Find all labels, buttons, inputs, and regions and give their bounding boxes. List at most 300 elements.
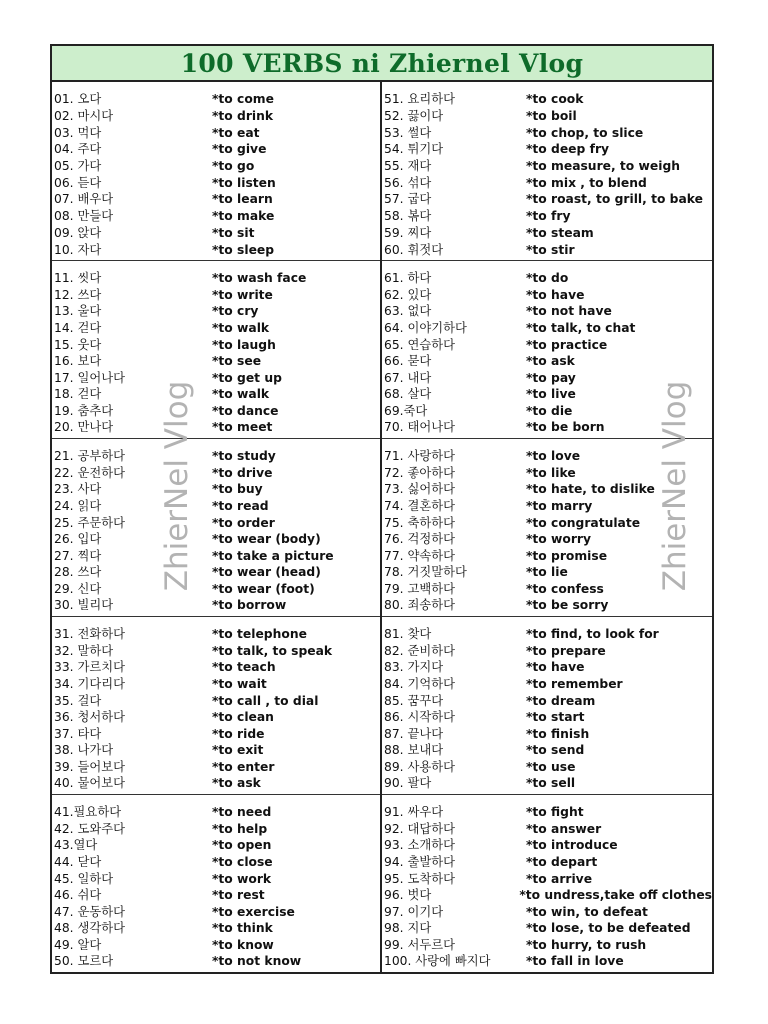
- verb-row: [52, 141, 380, 158]
- korean-verb: 75. 축하하다: [384, 515, 455, 530]
- english-meaning: *to practice: [526, 337, 608, 352]
- english-meaning: *to help: [212, 821, 268, 836]
- korean-verb: 44. 닫다: [54, 854, 102, 869]
- korean-verb: 72. 좋아하다: [384, 465, 455, 480]
- korean-verb: 12. 쓰다: [54, 287, 102, 302]
- verb-row: [52, 481, 380, 498]
- verb-row: [382, 692, 712, 709]
- english-meaning: *to find, to look for: [526, 627, 659, 642]
- english-meaning: *to prepare: [526, 643, 606, 658]
- korean-verb: 07. 배우다: [54, 192, 114, 207]
- english-meaning: *to rest: [212, 888, 265, 903]
- verb-row: [52, 91, 380, 108]
- english-meaning: *to meet: [212, 420, 273, 435]
- english-meaning: *to need: [212, 805, 272, 820]
- verb-row: [52, 419, 380, 436]
- korean-verb: 77. 약속하다: [384, 548, 455, 563]
- verb-row: [382, 548, 712, 565]
- korean-verb: 71. 사랑하다: [384, 449, 455, 464]
- verb-row: [52, 709, 380, 726]
- korean-verb: 45. 일하다: [54, 871, 114, 886]
- english-meaning: *to teach: [212, 660, 276, 675]
- verb-row: [382, 643, 712, 660]
- english-meaning: *to order: [212, 515, 275, 530]
- korean-verb: 50. 모르다: [54, 954, 114, 969]
- korean-verb: 16. 보다: [54, 354, 102, 369]
- korean-verb: 28. 쓰다: [54, 565, 102, 580]
- korean-verb: 89. 사용하다: [384, 759, 455, 774]
- korean-verb: 27. 찍다: [54, 548, 102, 563]
- korean-verb: 90. 팔다: [384, 776, 432, 791]
- korean-verb: 23. 사다: [54, 482, 102, 497]
- verb-row: [382, 887, 712, 904]
- verb-sheet: [50, 44, 714, 974]
- english-meaning: *to ask: [526, 354, 575, 369]
- english-meaning: *to wash face: [212, 271, 307, 286]
- english-meaning: *to drive: [212, 465, 273, 480]
- korean-verb: 20. 만나다: [54, 420, 114, 435]
- english-meaning: *to stir: [526, 242, 575, 257]
- verb-row: [382, 320, 712, 337]
- english-meaning: *to dance: [212, 403, 279, 418]
- verb-row: [52, 887, 380, 904]
- verb-row: [382, 287, 712, 304]
- english-meaning: *to exit: [212, 743, 264, 758]
- english-meaning: *to have: [526, 287, 585, 302]
- korean-verb: 10. 자다: [54, 242, 102, 257]
- verb-row: [52, 270, 380, 287]
- english-meaning: *to deep fry: [526, 142, 610, 157]
- english-meaning: *to wait: [212, 676, 267, 691]
- verb-row: [52, 742, 380, 759]
- korean-verb: 56. 섞다: [384, 175, 432, 190]
- english-meaning: *to roast, to grill, to bake: [526, 192, 703, 207]
- korean-verb: 74. 결혼하다: [384, 498, 455, 513]
- verb-row: [382, 775, 712, 792]
- korean-verb: 93. 소개하다: [384, 838, 455, 853]
- english-meaning: *to fry: [526, 209, 571, 224]
- title-bar: [52, 46, 712, 82]
- english-meaning: *to give: [212, 142, 267, 157]
- korean-verb: 73. 싫어하다: [384, 482, 455, 497]
- english-meaning: *to lie: [526, 565, 568, 580]
- verb-row: [52, 904, 380, 921]
- english-meaning: *to cry: [212, 304, 259, 319]
- korean-verb: 52. 끓이다: [384, 108, 444, 123]
- verb-row: [52, 564, 380, 581]
- english-meaning: *to confess: [526, 581, 604, 596]
- verb-row: [52, 465, 380, 482]
- page-title: 100 VERBS ni Zhiernel Vlog: [180, 48, 584, 78]
- verb-row: [52, 775, 380, 792]
- korean-verb: 95. 도착하다: [384, 871, 455, 886]
- verb-row: [382, 336, 712, 353]
- korean-verb: 32. 말하다: [54, 643, 114, 658]
- korean-verb: 26. 입다: [54, 532, 102, 547]
- verb-row: [52, 854, 380, 871]
- english-meaning: *to sit: [212, 225, 255, 240]
- english-meaning: *to cook: [526, 92, 584, 107]
- verb-row: [382, 759, 712, 776]
- verb-group: [382, 260, 712, 438]
- english-meaning: *to mix , to blend: [526, 175, 647, 190]
- verb-row: [52, 726, 380, 743]
- korean-verb: 13. 울다: [54, 304, 102, 319]
- verb-row: [382, 597, 712, 614]
- watermark-right: ZhierNel Vlog: [657, 380, 693, 592]
- verb-row: [382, 709, 712, 726]
- verb-row: [52, 225, 380, 242]
- english-meaning: *to love: [526, 449, 581, 464]
- english-meaning: *to enter: [212, 759, 275, 774]
- english-meaning: *to close: [212, 854, 273, 869]
- korean-verb: 40. 물어보다: [54, 776, 125, 791]
- english-meaning: *to study: [212, 449, 276, 464]
- english-meaning: *to make: [212, 209, 275, 224]
- english-meaning: *to depart: [526, 854, 598, 869]
- verb-row: [382, 531, 712, 548]
- verb-row: [382, 514, 712, 531]
- english-meaning: *to lose, to be defeated: [526, 921, 691, 936]
- english-meaning: *to telephone: [212, 627, 307, 642]
- korean-verb: 99. 서두르다: [384, 937, 455, 952]
- verb-row: [382, 225, 712, 242]
- verb-column-left: [52, 82, 382, 972]
- verb-row: [382, 465, 712, 482]
- korean-verb: 88. 보내다: [384, 743, 444, 758]
- verb-group: [52, 616, 380, 794]
- english-meaning: *to die: [526, 403, 573, 418]
- english-meaning: *to arrive: [526, 871, 593, 886]
- english-meaning: *to work: [212, 871, 272, 886]
- verb-row: [52, 108, 380, 125]
- verb-row: [52, 531, 380, 548]
- korean-verb: 58. 볶다: [384, 209, 432, 224]
- verb-row: [382, 141, 712, 158]
- korean-verb: 86. 시작하다: [384, 710, 455, 725]
- watermark-left: ZhierNel Vlog: [159, 380, 195, 592]
- verb-row: [382, 953, 712, 970]
- korean-verb: 14. 걷다: [54, 320, 102, 335]
- verb-row: [382, 726, 712, 743]
- verb-group: [52, 438, 380, 616]
- korean-verb: 100. 사랑에 빠지다: [384, 954, 491, 969]
- verb-row: [382, 854, 712, 871]
- korean-verb: 18. 걷다: [54, 387, 102, 402]
- korean-verb: 11. 씻다: [54, 271, 102, 286]
- korean-verb: 41.필요하다: [54, 805, 122, 820]
- verb-row: [52, 937, 380, 954]
- korean-verb: 51. 요리하다: [384, 92, 455, 107]
- english-meaning: *to eat: [212, 125, 260, 140]
- korean-verb: 92. 대답하다: [384, 821, 455, 836]
- korean-verb: 43.열다: [54, 838, 98, 853]
- verb-row: [52, 920, 380, 937]
- verb-row: [52, 659, 380, 676]
- verb-row: [382, 742, 712, 759]
- korean-verb: 84. 기억하다: [384, 676, 455, 691]
- korean-verb: 03. 먹다: [54, 125, 102, 140]
- korean-verb: 48. 생각하다: [54, 921, 125, 936]
- english-meaning: *to have: [526, 660, 585, 675]
- korean-verb: 49. 알다: [54, 937, 102, 952]
- english-meaning: *to finish: [526, 726, 590, 741]
- english-meaning: *to promise: [526, 548, 608, 563]
- english-meaning: *to sleep: [212, 242, 275, 257]
- verb-row: [382, 564, 712, 581]
- korean-verb: 01. 오다: [54, 92, 102, 107]
- korean-verb: 98. 지다: [384, 921, 432, 936]
- english-meaning: *to wear (body): [212, 532, 321, 547]
- korean-verb: 64. 이야기하다: [384, 320, 467, 335]
- korean-verb: 94. 출발하다: [384, 854, 455, 869]
- verb-row: [52, 124, 380, 141]
- english-meaning: *to pay: [526, 370, 576, 385]
- korean-verb: 02. 마시다: [54, 108, 114, 123]
- verb-row: [382, 175, 712, 192]
- english-meaning: *to ask: [212, 776, 261, 791]
- verb-row: [52, 837, 380, 854]
- english-meaning: *to talk, to chat: [526, 320, 636, 335]
- verb-row: [52, 953, 380, 970]
- korean-verb: 82. 준비하다: [384, 643, 455, 658]
- korean-verb: 68. 살다: [384, 387, 432, 402]
- english-meaning: *to walk: [212, 320, 270, 335]
- english-meaning: *to do: [526, 271, 569, 286]
- korean-verb: 42. 도와주다: [54, 821, 125, 836]
- verb-row: [52, 303, 380, 320]
- verb-row: [382, 158, 712, 175]
- korean-verb: 66. 묻다: [384, 354, 432, 369]
- korean-verb: 46. 쉬다: [54, 888, 102, 903]
- verb-group: [382, 794, 712, 972]
- verb-row: [52, 626, 380, 643]
- verb-row: [52, 643, 380, 660]
- verb-group: [382, 82, 712, 260]
- korean-verb: 91. 싸우다: [384, 805, 444, 820]
- english-meaning: *to steam: [526, 225, 594, 240]
- verb-group: [52, 260, 380, 438]
- korean-verb: 33. 가르치다: [54, 660, 125, 675]
- verb-row: [382, 108, 712, 125]
- verb-row: [52, 336, 380, 353]
- verb-row: [52, 403, 380, 420]
- english-meaning: *to wear (foot): [212, 581, 315, 596]
- english-meaning: *to listen: [212, 175, 276, 190]
- verb-row: [52, 870, 380, 887]
- korean-verb: 29. 신다: [54, 581, 102, 596]
- english-meaning: *to answer: [526, 821, 602, 836]
- korean-verb: 04. 주다: [54, 142, 102, 157]
- korean-verb: 57. 굽다: [384, 192, 432, 207]
- english-meaning: *to borrow: [212, 598, 287, 613]
- english-meaning: *to walk: [212, 387, 270, 402]
- english-meaning: *to live: [526, 387, 576, 402]
- verb-row: [382, 481, 712, 498]
- korean-verb: 81. 찾다: [384, 627, 432, 642]
- english-meaning: *to introduce: [526, 838, 618, 853]
- english-meaning: *to like: [526, 465, 576, 480]
- korean-verb: 19. 춤추다: [54, 403, 114, 418]
- english-meaning: *to fight: [526, 805, 584, 820]
- korean-verb: 31. 전화하다: [54, 627, 125, 642]
- verb-row: [52, 597, 380, 614]
- verb-group: [382, 616, 712, 794]
- korean-verb: 60. 휘젓다: [384, 242, 444, 257]
- verb-row: [52, 241, 380, 258]
- verb-row: [382, 920, 712, 937]
- verb-row: [52, 759, 380, 776]
- english-meaning: *to start: [526, 710, 585, 725]
- english-meaning: *to not know: [212, 954, 302, 969]
- verb-columns: [52, 82, 712, 972]
- korean-verb: 39. 들어보다: [54, 759, 125, 774]
- korean-verb: 17. 일어나다: [54, 370, 125, 385]
- verb-row: [382, 804, 712, 821]
- verb-row: [52, 287, 380, 304]
- korean-verb: 06. 듣다: [54, 175, 102, 190]
- verb-column-right: [382, 82, 712, 972]
- verb-row: [52, 581, 380, 598]
- verb-row: [52, 514, 380, 531]
- english-meaning: *to go: [212, 159, 255, 174]
- verb-row: [382, 581, 712, 598]
- english-meaning: *to laugh: [212, 337, 276, 352]
- verb-row: [52, 448, 380, 465]
- korean-verb: 24. 읽다: [54, 498, 102, 513]
- verb-row: [52, 353, 380, 370]
- verb-row: [52, 386, 380, 403]
- english-meaning: *to call , to dial: [212, 693, 319, 708]
- korean-verb: 78. 거짓말하다: [384, 565, 467, 580]
- english-meaning: *to marry: [526, 498, 593, 513]
- english-meaning: *to congratulate: [526, 515, 641, 530]
- verb-row: [382, 403, 712, 420]
- english-meaning: *to know: [212, 937, 274, 952]
- verb-row: [382, 191, 712, 208]
- english-meaning: *to take a picture: [212, 548, 334, 563]
- verb-row: [382, 937, 712, 954]
- english-meaning: *to drink: [212, 108, 274, 123]
- verb-row: [382, 626, 712, 643]
- verb-row: [52, 208, 380, 225]
- korean-verb: 55. 재다: [384, 159, 432, 174]
- korean-verb: 21. 공부하다: [54, 449, 125, 464]
- verb-group: [52, 82, 380, 260]
- korean-verb: 67. 내다: [384, 370, 432, 385]
- english-meaning: *to be born: [526, 420, 605, 435]
- korean-verb: 05. 가다: [54, 159, 102, 174]
- verb-row: [382, 353, 712, 370]
- verb-row: [382, 904, 712, 921]
- verb-row: [382, 270, 712, 287]
- english-meaning: *to not have: [526, 304, 612, 319]
- verb-row: [382, 419, 712, 436]
- english-meaning: *to hate, to dislike: [526, 482, 655, 497]
- korean-verb: 80. 죄송하다: [384, 598, 455, 613]
- verb-row: [382, 386, 712, 403]
- english-meaning: *to fall in love: [526, 954, 624, 969]
- korean-verb: 54. 튀기다: [384, 142, 444, 157]
- korean-verb: 87. 끝나다: [384, 726, 444, 741]
- korean-verb: 96. 벗다: [384, 888, 432, 903]
- english-meaning: *to dream: [526, 693, 596, 708]
- korean-verb: 65. 연습하다: [384, 337, 455, 352]
- verb-row: [382, 241, 712, 258]
- verb-group: [382, 438, 712, 616]
- verb-row: [382, 208, 712, 225]
- english-meaning: *to sell: [526, 776, 576, 791]
- verb-row: [52, 320, 380, 337]
- english-meaning: *to send: [526, 743, 585, 758]
- english-meaning: *to boil: [526, 108, 577, 123]
- verb-row: [52, 692, 380, 709]
- english-meaning: *to use: [526, 759, 576, 774]
- english-meaning: *to wear (head): [212, 565, 321, 580]
- english-meaning: *to win, to defeat: [526, 904, 648, 919]
- korean-verb: 47. 운동하다: [54, 904, 125, 919]
- verb-row: [52, 821, 380, 838]
- english-meaning: *to undress,take off clothes: [519, 888, 712, 903]
- korean-verb: 85. 꿈꾸다: [384, 693, 444, 708]
- verb-row: [382, 676, 712, 693]
- korean-verb: 83. 가지다: [384, 660, 444, 675]
- korean-verb: 22. 운전하다: [54, 465, 125, 480]
- verb-row: [382, 448, 712, 465]
- verb-row: [382, 124, 712, 141]
- korean-verb: 79. 고백하다: [384, 581, 455, 596]
- korean-verb: 59. 찌다: [384, 225, 432, 240]
- verb-row: [52, 804, 380, 821]
- verb-row: [52, 158, 380, 175]
- korean-verb: 53. 썰다: [384, 125, 432, 140]
- korean-verb: 63. 없다: [384, 304, 432, 319]
- korean-verb: 15. 웃다: [54, 337, 102, 352]
- verb-row: [382, 837, 712, 854]
- english-meaning: *to write: [212, 287, 273, 302]
- verb-row: [52, 548, 380, 565]
- korean-verb: 70. 태어나다: [384, 420, 455, 435]
- verb-row: [382, 821, 712, 838]
- korean-verb: 62. 있다: [384, 287, 432, 302]
- korean-verb: 37. 타다: [54, 726, 102, 741]
- korean-verb: 76. 걱정하다: [384, 532, 455, 547]
- english-meaning: *to talk, to speak: [212, 643, 333, 658]
- korean-verb: 08. 만들다: [54, 209, 114, 224]
- verb-group: [52, 794, 380, 972]
- verb-row: [52, 370, 380, 387]
- korean-verb: 30. 빌리다: [54, 598, 114, 613]
- korean-verb: 61. 하다: [384, 271, 432, 286]
- english-meaning: *to remember: [526, 676, 623, 691]
- english-meaning: *to clean: [212, 710, 274, 725]
- verb-row: [382, 370, 712, 387]
- verb-row: [382, 303, 712, 320]
- korean-verb: 25. 주문하다: [54, 515, 125, 530]
- english-meaning: *to read: [212, 498, 269, 513]
- verb-row: [382, 498, 712, 515]
- english-meaning: *to ride: [212, 726, 265, 741]
- english-meaning: *to open: [212, 838, 272, 853]
- english-meaning: *to chop, to slice: [526, 125, 644, 140]
- korean-verb: 35. 걸다: [54, 693, 102, 708]
- english-meaning: *to come: [212, 92, 274, 107]
- english-meaning: *to exercise: [212, 904, 295, 919]
- verb-row: [52, 498, 380, 515]
- verb-row: [382, 659, 712, 676]
- english-meaning: *to hurry, to rush: [526, 937, 647, 952]
- verb-row: [382, 870, 712, 887]
